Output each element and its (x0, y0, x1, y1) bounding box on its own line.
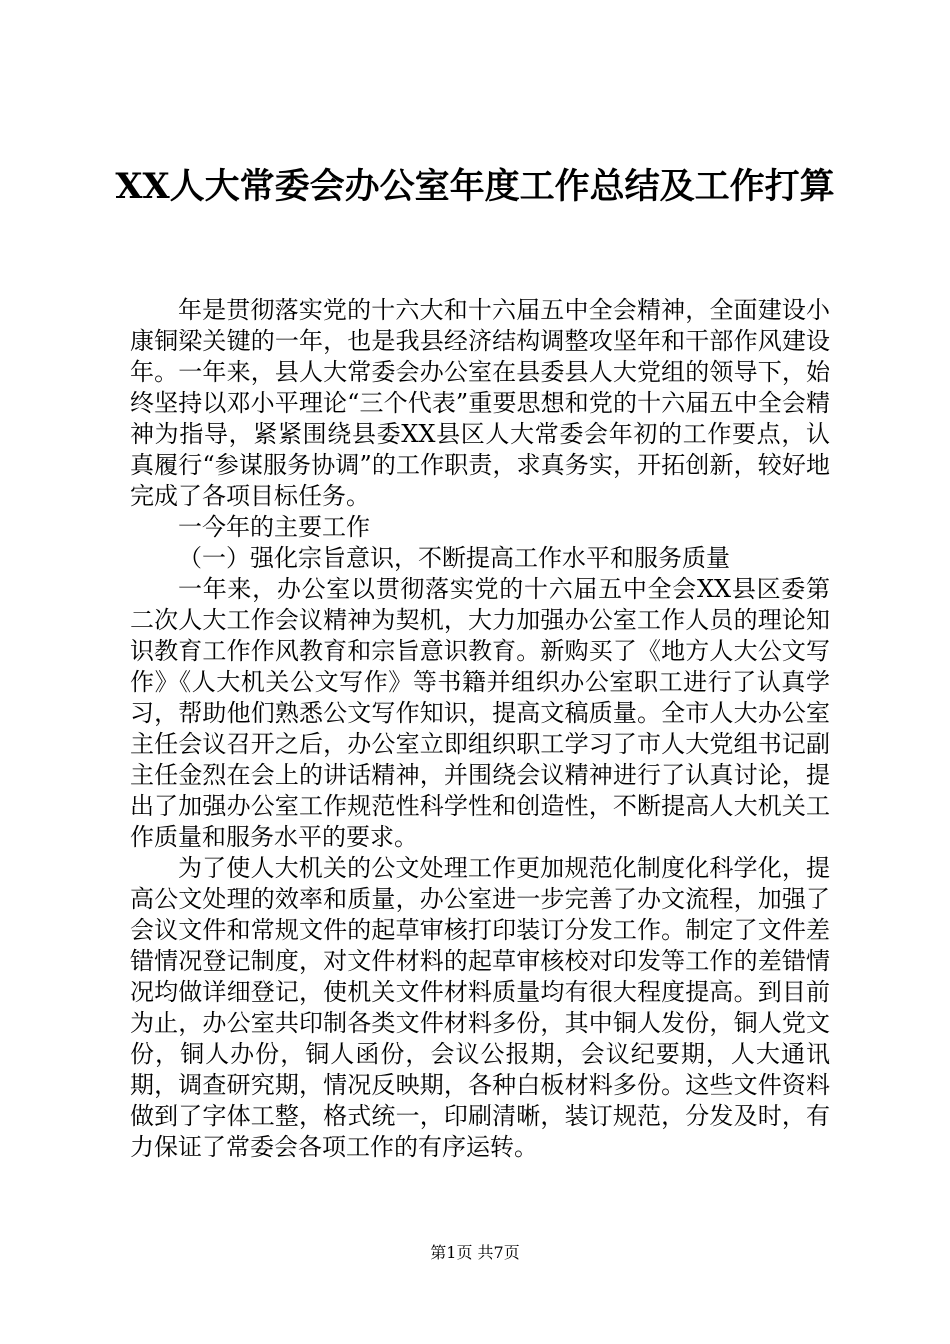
paragraph-education: 一年来，办公室以贯彻落实党的十六届五中全会XX县区委第二次人大工作会议精神为契机，大力加强办公室工作人员的理论知识教育工作作风教育和宗旨意识教育。新购买了《地方人大公文写作》《人大机关公文写作》等书籍并组织办公室职工进行了认真学习，帮助他们熟悉公文写作知识，提高文稿质量。全市人大办公室主任会议召开之后，办公室立即组织职工学习了市人大党组书记副主任金烈在会上的讲话精神，并围绕会议精神进行了认真讨论，提出了加强办公室工作规范性科学性和创造性，不断提高人大机关工作质量和服务水平的要求。 (130, 575, 830, 851)
section-heading-main-work: 一今年的主要工作 (178, 513, 370, 541)
page-footer: 第1页 共7页 (430, 1243, 520, 1262)
subsection-heading-1: （一）强化宗旨意识，不断提高工作水平和服务质量 (178, 544, 730, 572)
document-body (130, 295, 830, 1163)
paragraph-intro: 年是贯彻落实党的十六大和十六届五中全会精神，全面建设小康铜梁关键的一年，也是我县经济结构调整攻坚年和干部作风建设年。一年来，县人大常委会办公室在县委县人大党组的领导下，始终坚持以邓小平理论“三个代表”重要思想和党的十六届五中全会精神为指导，紧紧围绕县委XX县区人大常委会年初的工作要点，认真履行“参谋服务协调”的工作职责，求真务实，开拓创新，较好地完成了各项目标任务。 (130, 296, 830, 510)
paragraph-document-processing: 为了使人大机关的公文处理工作更加规范化制度化科学化，提高公文处理的效率和质量，办公室进一步完善了办文流程，加强了会议文件和常规文件的起草审核打印装订分发工作。制定了文件差错情况登记制度，对文件材料的起草审核校对印发等工作的差错情况均做详细登记，使机关文件材料质量均有很大程度提高。到目前为止，办公室共印制各类文件材料多份，其中铜人发份，铜人党文份，铜人办份，铜人函份，会议公报期，会议纪要期，人大通讯期，调查研究期，情况反映期，各种白板材料多份。这些文件资料做到了字体工整，格式统一，印刷清晰，装订规范，分发及时，有力保证了常委会各项工作的有序运转。 (130, 854, 830, 1161)
document-title: XX人大常委会办公室年度工作总结及工作打算 (115, 166, 835, 207)
